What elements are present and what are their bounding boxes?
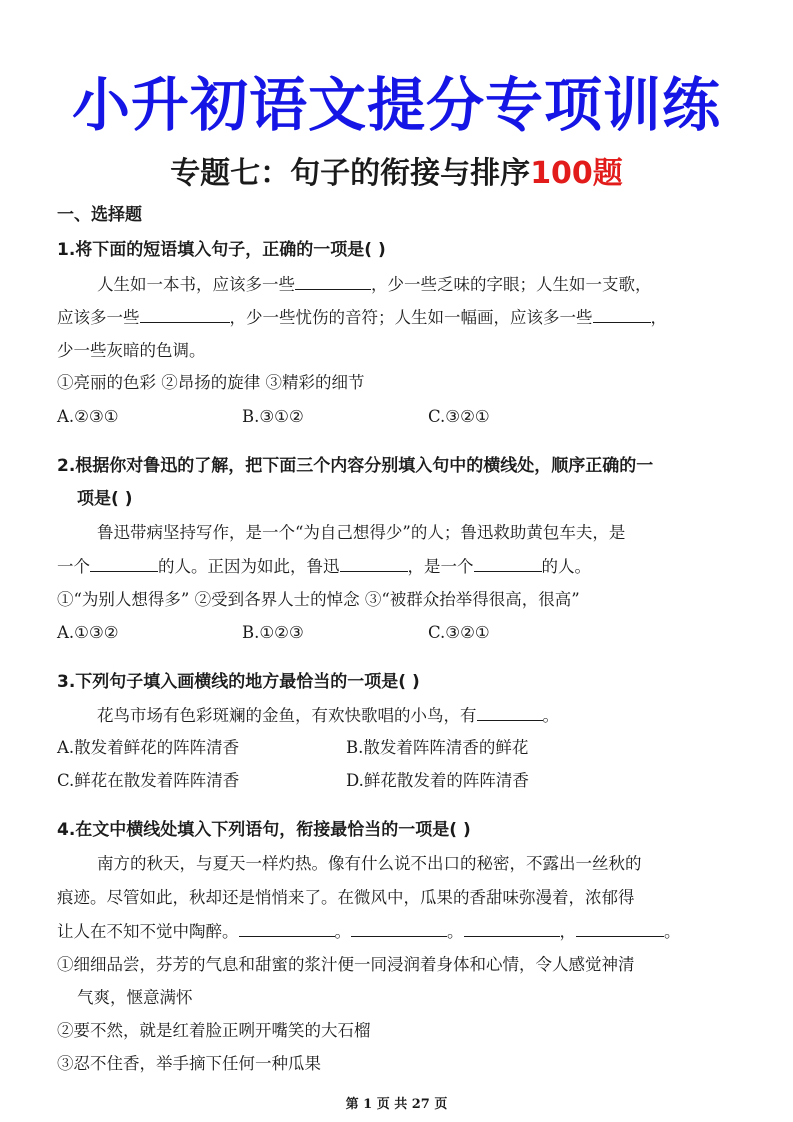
q3-blank — [477, 704, 543, 721]
q1-text: ，少一些忧伤的音符；人生如一幅画，应该多一些 — [229, 308, 593, 327]
q2-blank-3 — [474, 555, 542, 572]
q2-choice-a: A.①③② — [57, 623, 119, 642]
q1-blank-3 — [593, 306, 651, 323]
q3-text: 花鸟市场有色彩斑斓的金鱼，有欢快歌唱的小鸟，有 — [97, 706, 477, 725]
q2-passage-line2 — [57, 555, 747, 579]
q2-text: 的人。正因为如此，鲁迅 — [158, 557, 340, 576]
q1-blank-1 — [295, 273, 371, 290]
page-title: 小升初语文提分专项训练 — [71, 71, 721, 139]
q4-item-1-line2: 气爽，惬意满怀 — [77, 988, 193, 1007]
subtitle-count: 100题 — [530, 156, 623, 191]
q3-choice-d: D.鲜花散发着的阵阵清香 — [346, 771, 529, 790]
q3-text: 。 — [542, 706, 559, 725]
q2-blank-1 — [90, 555, 158, 572]
q2-blank-2 — [340, 555, 408, 572]
q4-stem: 4.在文中横线处填入下列语句，衔接最恰当的一项是( ) — [57, 820, 471, 840]
q2-options: ①“为别人想得多” ②受到各界人士的悼念 ③“被群众抬举得很高，很高” — [57, 590, 580, 609]
q4-blank-1 — [239, 920, 335, 937]
q4-text: 让人在不知不觉中陶醉。 — [57, 922, 239, 941]
page-subtitle — [0, 152, 793, 196]
q4-text: ， — [559, 922, 576, 941]
q1-text: ，少一些乏味的字眼；人生如一支歌， — [371, 275, 652, 294]
q2-stem-line2: 项是( ) — [77, 489, 133, 509]
q4-blank-2 — [351, 920, 447, 937]
page-footer: 第 1 页 共 27 页 — [345, 1097, 448, 1112]
q4-blank-3 — [464, 920, 560, 937]
q1-text: 人生如一本书，应该多一些 — [97, 275, 295, 294]
section-heading: 一、选择题 — [57, 205, 142, 225]
q1-options: ①亮丽的色彩 ②昂扬的旋律 ③精彩的细节 — [57, 373, 365, 392]
q2-choice-b: B.①②③ — [242, 623, 304, 642]
q4-passage-line1: 南方的秋天，与夏天一样灼热。像有什么说不出口的秘密，不露出一丝秋的 — [97, 854, 642, 873]
q4-text: 。 — [334, 922, 351, 941]
q1-text: ， — [650, 308, 667, 327]
q1-passage-line3: 少一些灰暗的色调。 — [57, 341, 206, 360]
q2-text: ，是一个 — [407, 557, 474, 576]
q2-text: 的人。 — [541, 557, 591, 576]
q1-blank-2 — [140, 306, 230, 323]
q1-stem: 1.将下面的短语填入句子，正确的一项是( ) — [57, 240, 386, 260]
q2-choice-c: C.③②① — [428, 623, 490, 642]
q3-stem: 3.下列句子填入画横线的地方最恰当的一项是( ) — [57, 672, 420, 692]
q4-item-1-line1: ①细细品尝，芬芳的气息和甜蜜的浆汁便一同浸润着身体和心情，令人感觉神清 — [57, 955, 635, 974]
subtitle-main: 专题七：句子的衔接与排序 — [170, 156, 531, 191]
q4-item-2: ②要不然，就是红着脸正咧开嘴笑的大石榴 — [57, 1021, 371, 1040]
q4-text: 。 — [447, 922, 464, 941]
q1-passage-line2 — [57, 306, 747, 330]
q4-passage-line3 — [57, 920, 747, 944]
q4-text: 。 — [664, 922, 681, 941]
q4-item-3: ③忍不住香，举手摘下任何一种瓜果 — [57, 1054, 321, 1073]
q4-blank-4 — [576, 920, 664, 937]
q2-passage-line1: 鲁迅带病坚持写作，是一个“为自己想得少”的人；鲁迅救助黄包车夫，是 — [97, 523, 626, 542]
q3-choice-b: B.散发着阵阵清香的鲜花 — [346, 738, 529, 757]
q1-choice-b: B.③①② — [242, 407, 304, 426]
q2-text: 一个 — [57, 557, 90, 576]
q1-text: 应该多一些 — [57, 308, 140, 327]
q3-passage — [97, 704, 787, 728]
q1-choice-a: A.②③① — [57, 407, 119, 426]
q2-stem-line1: 2.根据你对鲁迅的了解，把下面三个内容分别填入句中的横线处，顺序正确的一 — [57, 456, 654, 476]
q1-passage-line1 — [97, 273, 787, 297]
q3-choice-a: A.散发着鲜花的阵阵清香 — [57, 738, 240, 757]
q3-choice-c: C.鲜花在散发着阵阵清香 — [57, 771, 240, 790]
q1-choice-c: C.③②① — [428, 407, 490, 426]
q4-passage-line2: 痕迹。尽管如此，秋却还是悄悄来了。在微风中，瓜果的香甜味弥漫着，浓郁得 — [57, 888, 635, 907]
